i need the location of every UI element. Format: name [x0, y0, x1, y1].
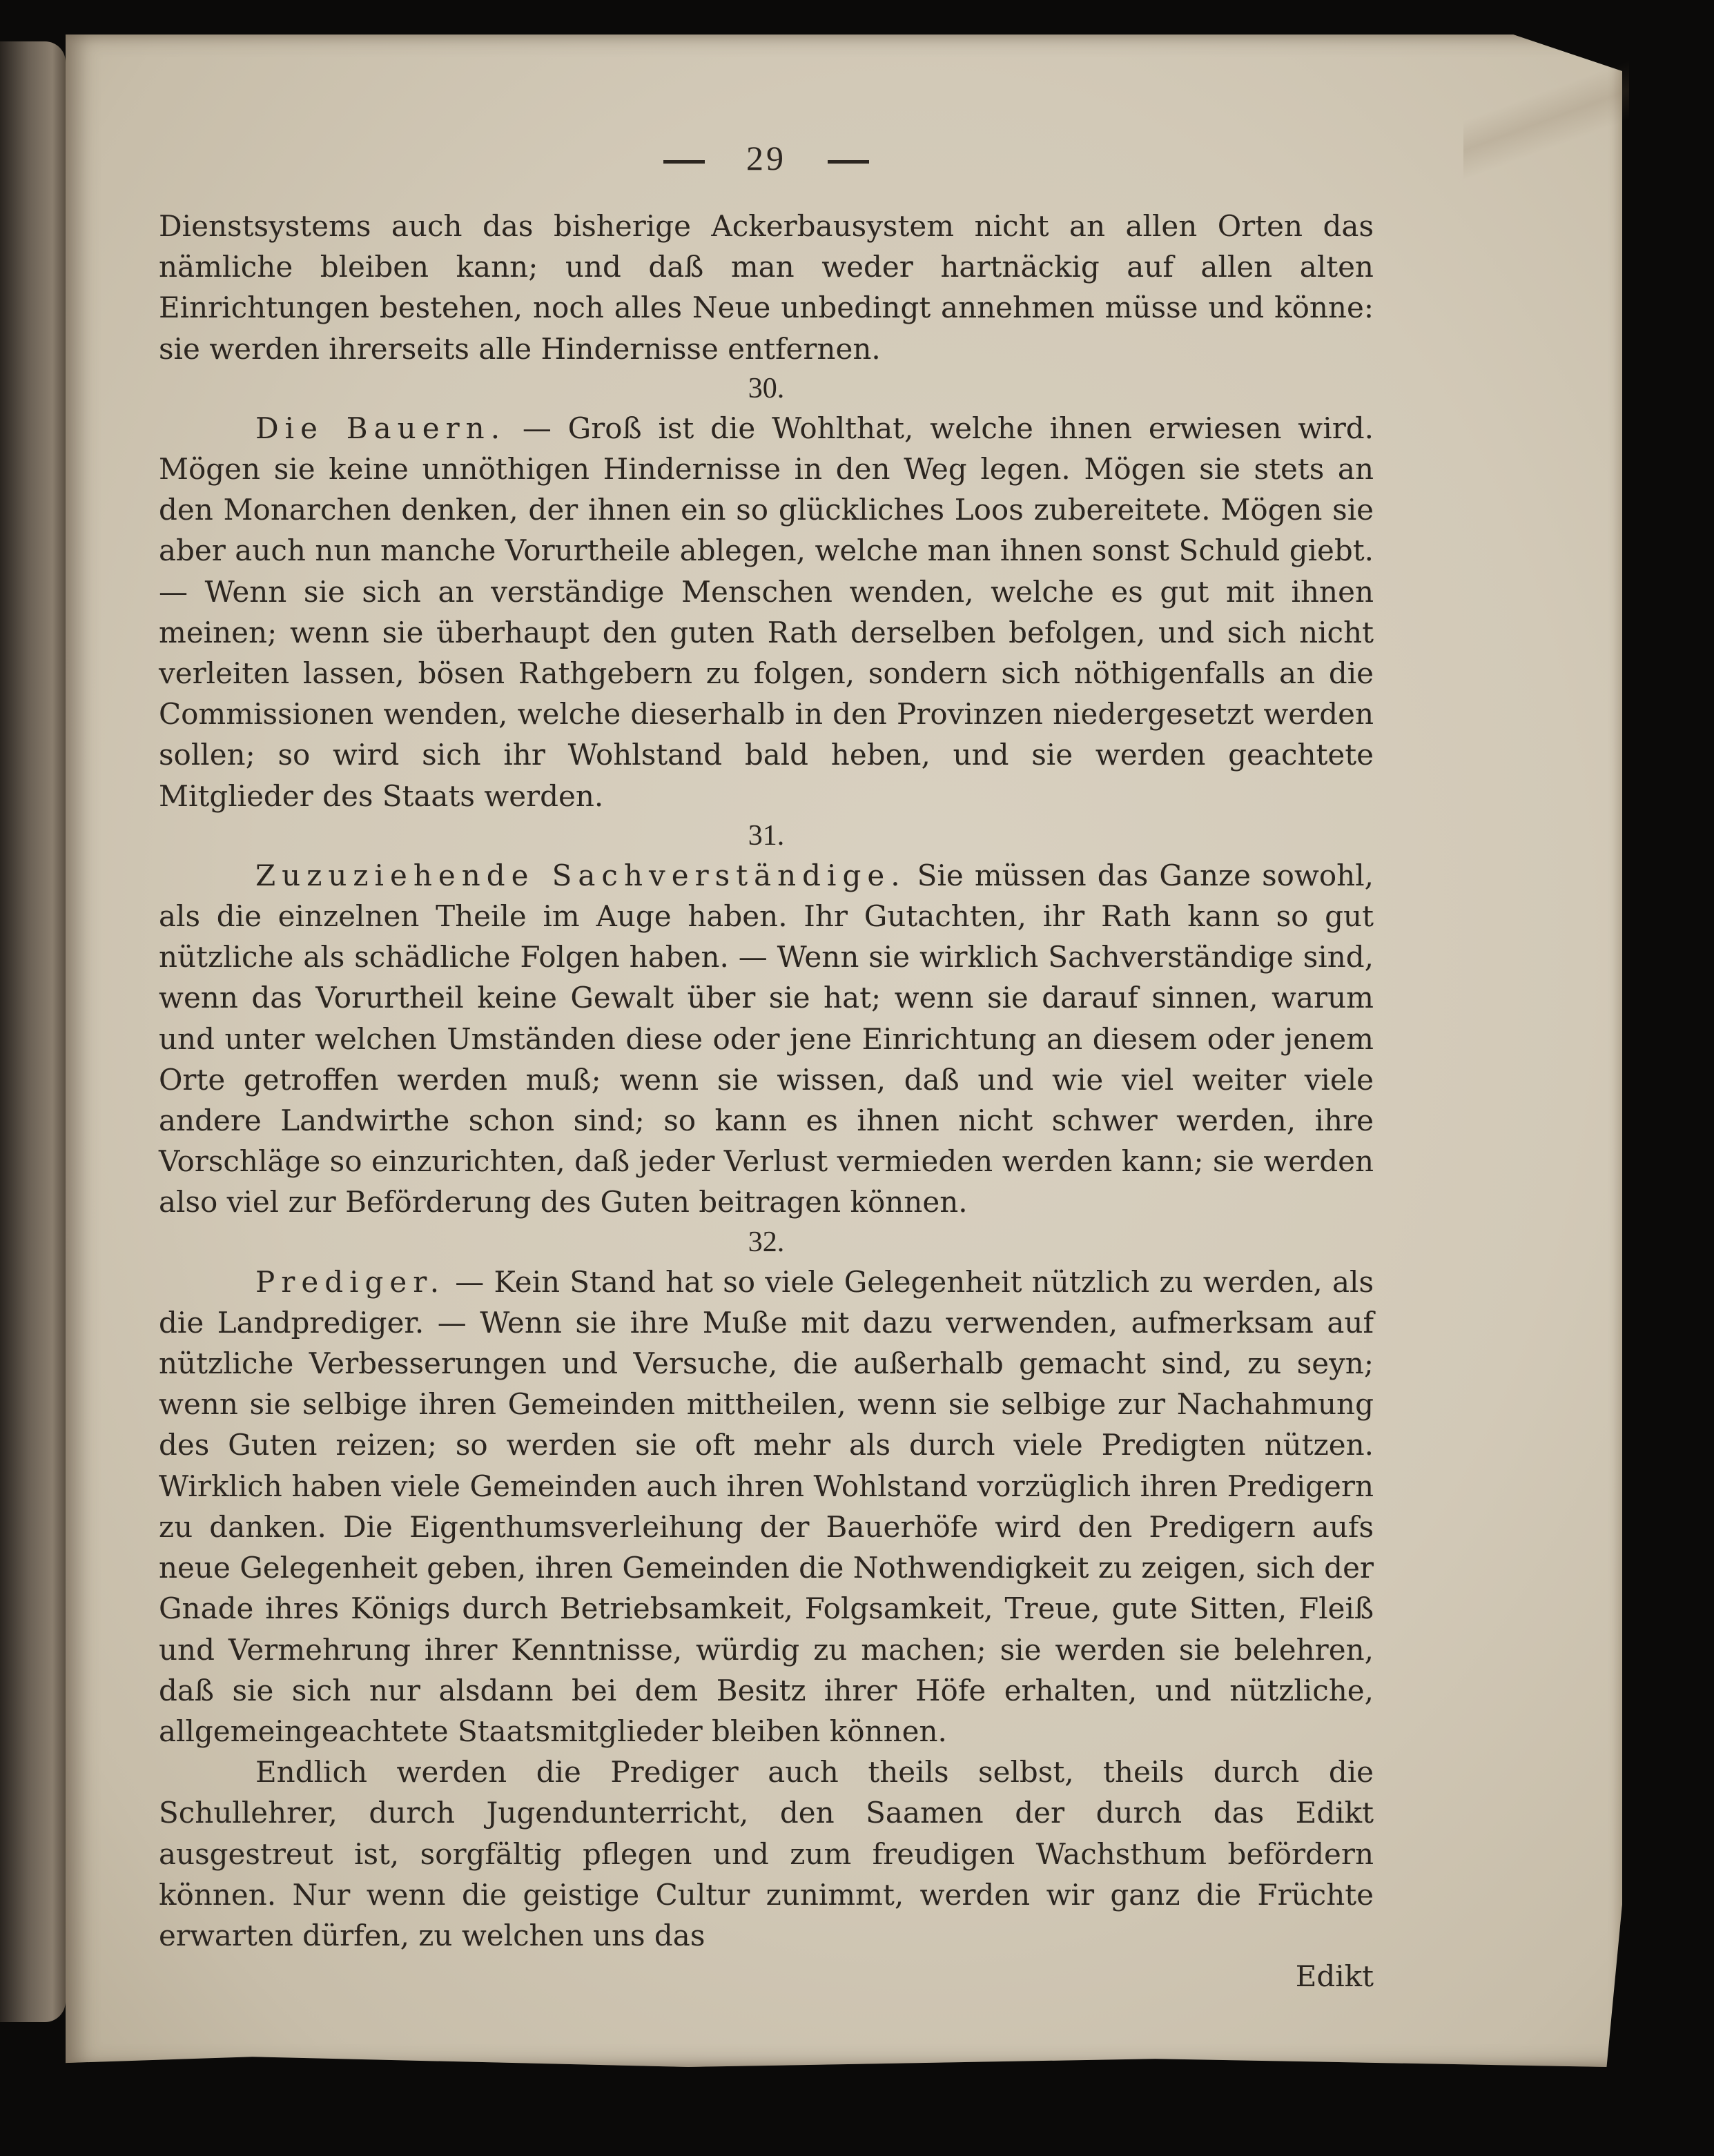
intro-paragraph: Dienstsystems auch das bisherige Ackerbausystem nicht an allen Orten das nämliche bleiben kann; und daß man weder hartnäckig auf allen alten Einrichtungen bestehen, noch alles Neue unbedingt annehmen müsse und könne: sie werden ihrerseits alle Hindernisse entfernen. [159, 209, 1374, 366]
catchword: Edikt [1295, 1959, 1374, 1994]
section-number-30: 30. [748, 372, 785, 404]
page-number-dash-right [828, 160, 869, 164]
closing-paragraph: Endlich werden die Prediger auch theils selbst, theils durch die Schullehrer, durch Jugendunterricht, den Saamen der durch das Edikt ausgestreut ist, sorgfältig pflegen und zum freudigen Wachsthum befördern können. Nur wenn die geistige Cultur zunimmt, werden wir ganz die Früchte erwarten dürfen, zu welchen uns das [159, 1755, 1374, 1952]
page-number [159, 138, 1374, 178]
section-30-heading: Die Bauern. [255, 411, 507, 445]
section-31-text: Sie müssen das Ganze sowohl, als die einzelnen Theile im Auge haben. Ihr Gutachten, ihr Rath kann so gut nützliche als schädliche Folgen haben. — Wenn sie wirklich Sachverständige sind, wenn das Vorurtheil keine Gewalt über sie hat; wenn sie darauf sinnen, warum und unter welchen Umständen diese oder jene Einrichtung an diesem oder jenem Orte getroffen werden muß; wenn sie wissen, daß und wie viel weiter viele andere Landwirthe schon sind; so kann es ihnen nicht schwer werden, ihre Vorschläge so einzurichten, daß jeder Verlust vermieden werden kann; sie werden also viel zur Beförderung des Guten beitragen können. [159, 858, 1374, 1219]
section-30-text: — Groß ist die Wohlthat, welche ihnen erwiesen wird. Mögen sie keine unnöthigen Hindernisse in den Weg legen. Mögen sie stets an den Monarchen denken, der ihnen ein so glückliches Loos zubereitete. Mögen sie aber auch nun manche Vorurtheile ablegen, welche man ihnen sonst Schuld giebt. — Wenn sie sich an verständige Menschen wenden, welche es gut mit ihnen meinen; wenn sie überhaupt den guten Rath derselben befolgen, und sich nicht verleiten lassen, bösen Rathgebern zu folgen, sondern sich nöthigenfalls an die Commissionen wenden, welche dieserhalb in den Provinzen niedergesetzt werden sollen; so wird sich ihr Wohlstand bald heben, und sie werden geachtete Mitglieder des Staats werden. [159, 411, 1374, 813]
section-32-heading: Prediger. [255, 1264, 446, 1299]
section-32-text: — Kein Stand hat so viele Gelegenheit nützlich zu werden, als die Landprediger. — Wenn sie ihre Muße mit dazu verwenden, aufmerksam auf nützliche Verbesserungen und Versuche, die außerhalb gemacht sind, zu seyn; wenn sie selbige ihren Gemeinden mittheilen, wenn sie selbige zur Nachahmung des Guten reizen; so werden sie oft mehr als durch viele Predigten nützen. Wirklich haben viele Gemeinden auch ihren Wohlstand vorzüglich ihren Predigern zu danken. Die Eigenthumsverleihung der Bauerhöfe wird den Predigern aufs neue Gelegenheit geben, ihren Gemeinden die Nothwendigkeit zu zeigen, sich der Gnade ihres Königs durch Betriebsamkeit, Folgsamkeit, Treue, gute Sitten, Fleiß und Vermehrung ihrer Kenntnisse, würdig zu machen; sie werden sie belehren, daß sie sich nur alsdann bei dem Besitz ihrer Höfe erhalten, und nützliche, allgemeingeachtete Staatsmitglieder bleiben können. [159, 1264, 1374, 1748]
page-number-dash-left [663, 160, 705, 164]
page-number-value: 29 [746, 139, 786, 177]
section-number-32: 32. [748, 1226, 785, 1258]
left-page-edge [0, 41, 66, 2022]
section-30-paragraph [159, 408, 1374, 816]
folded-corner [1463, 41, 1629, 179]
section-31-heading: Zuzuziehende Sachverständige. [255, 858, 906, 892]
section-number-31: 31. [748, 819, 785, 852]
section-31-paragraph [159, 855, 1374, 1223]
page-content [159, 138, 1374, 1997]
section-32-paragraph [159, 1262, 1374, 1752]
